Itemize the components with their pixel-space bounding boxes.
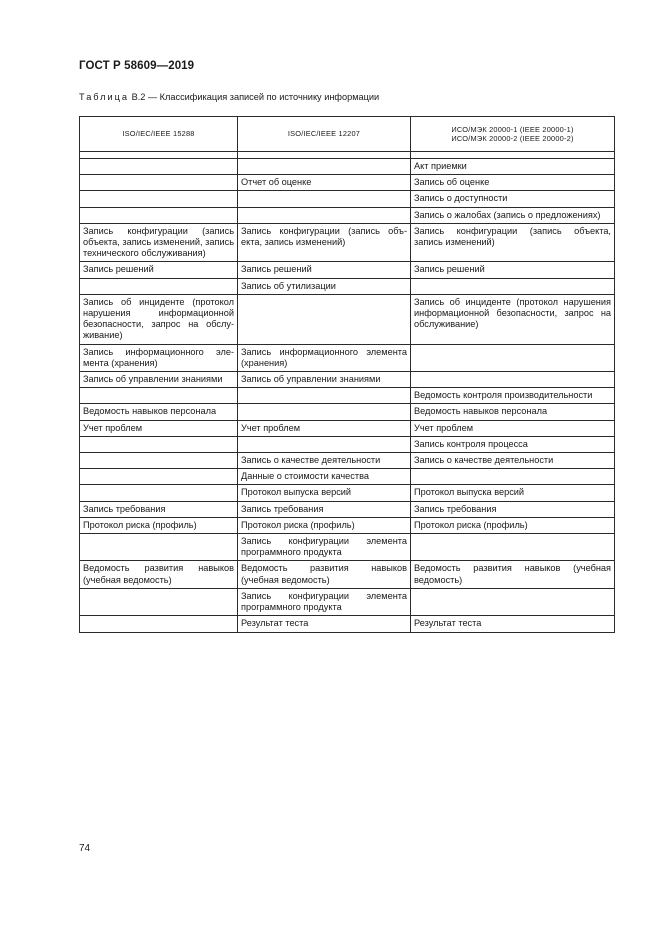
table-row bbox=[80, 404, 615, 420]
table-cell bbox=[80, 191, 238, 207]
table-cell: Протокол выпуска версий bbox=[238, 485, 411, 501]
table-cell: Ведомость развития навыков (учебная ведомость) bbox=[411, 561, 615, 588]
table-row bbox=[80, 152, 615, 159]
table-cell bbox=[80, 278, 238, 294]
table-cell: Запись конфигурации (запись объекта, запись изменений) bbox=[411, 223, 615, 262]
table-cell: Запись об утилизации bbox=[238, 278, 411, 294]
table-cell: Протокол риска (профиль) bbox=[411, 517, 615, 533]
table-cell: Протокол выпуска версий bbox=[411, 485, 615, 501]
table-cell: Результат теста bbox=[238, 616, 411, 632]
table-cell: Запись о жалобах (запись о предложениях) bbox=[411, 207, 615, 223]
table-row bbox=[80, 501, 615, 517]
table-row bbox=[80, 207, 615, 223]
table-cell: Запись конфигурации элемента программного продукта bbox=[238, 534, 411, 561]
table-cell: Запись об управлении знаниями bbox=[80, 372, 238, 388]
table-cell bbox=[80, 436, 238, 452]
table-cell bbox=[238, 436, 411, 452]
table-cell bbox=[80, 469, 238, 485]
table-cell bbox=[80, 616, 238, 632]
table-cell bbox=[238, 159, 411, 175]
table-cell: Учет проблем bbox=[238, 420, 411, 436]
table-row bbox=[80, 616, 615, 632]
records-classification-table bbox=[79, 116, 615, 633]
table-cell bbox=[411, 372, 615, 388]
document-header: ГОСТ Р 58609—2019 bbox=[79, 60, 195, 72]
table-cell bbox=[411, 152, 615, 159]
table-row bbox=[80, 159, 615, 175]
table-row bbox=[80, 175, 615, 191]
table-row bbox=[80, 223, 615, 262]
table-cell bbox=[80, 152, 238, 159]
table-caption bbox=[79, 92, 379, 102]
table-cell: Запись об оценке bbox=[411, 175, 615, 191]
table-cell bbox=[411, 344, 615, 371]
table-cell bbox=[80, 175, 238, 191]
table-cell: Запись о качестве деятельности bbox=[411, 453, 615, 469]
table-cell: Запись об инциденте (протокол нарушения информационной безопасности, запрос на обслуживание) bbox=[80, 294, 238, 344]
table-cell bbox=[80, 207, 238, 223]
table-cell: Запись решений bbox=[80, 262, 238, 278]
table-cell: Ведомость развития навыков (учебная ведомость) bbox=[80, 561, 238, 588]
table-cell bbox=[238, 404, 411, 420]
table-row bbox=[80, 534, 615, 561]
table-cell bbox=[238, 191, 411, 207]
table-cell bbox=[411, 469, 615, 485]
table-row bbox=[80, 278, 615, 294]
table-cell: Запись информационного элемента (хранения) bbox=[238, 344, 411, 371]
table-cell: Запись информационного элемента (хранения) bbox=[80, 344, 238, 371]
table-cell: Учет проблем bbox=[411, 420, 615, 436]
table-cell bbox=[238, 388, 411, 404]
table-cell bbox=[80, 534, 238, 561]
page-number: 74 bbox=[79, 843, 91, 854]
table-cell: Запись решений bbox=[411, 262, 615, 278]
table-cell: Ведомость контроля производительности bbox=[411, 388, 615, 404]
table-row bbox=[80, 485, 615, 501]
table-cell: Запись конфигурации (запись объекта, запись изменений) bbox=[238, 223, 411, 262]
table-cell: Запись требования bbox=[80, 501, 238, 517]
table-cell: Ведомость развития навыков (учебная ведомость) bbox=[238, 561, 411, 588]
table-cell: Протокол риска (профиль) bbox=[80, 517, 238, 533]
table-cell: Запись требования bbox=[238, 501, 411, 517]
table-cell: Запись контроля процесса bbox=[411, 436, 615, 452]
table-cell bbox=[411, 278, 615, 294]
column-header-20000-text: ИСО/МЭК 20000-1 (IEEE 20000-1) ИСО/МЭК 20000-2 (IEEE 20000-2) bbox=[451, 124, 574, 143]
table-cell: Запись об управлении знаниями bbox=[238, 372, 411, 388]
table-cell: Запись о качестве деятельности bbox=[238, 453, 411, 469]
table-row bbox=[80, 561, 615, 588]
table-cell: Запись о доступности bbox=[411, 191, 615, 207]
table-row bbox=[80, 436, 615, 452]
table-cell: Акт приемки bbox=[411, 159, 615, 175]
table-cell: Запись решений bbox=[238, 262, 411, 278]
table-cell bbox=[80, 159, 238, 175]
table-cell bbox=[238, 207, 411, 223]
table-cell bbox=[80, 388, 238, 404]
table-row bbox=[80, 344, 615, 371]
table-cell bbox=[411, 588, 615, 615]
table-cell: Результат теста bbox=[411, 616, 615, 632]
table-row bbox=[80, 588, 615, 615]
table-cell: Запись об инциденте (протокол нарушения информационной безопасности, запрос на обслуживание) bbox=[411, 294, 615, 344]
table-row bbox=[80, 191, 615, 207]
table-row bbox=[80, 420, 615, 436]
column-header-12207: ISO/IEC/IEEE 12207 bbox=[238, 117, 411, 152]
table-row bbox=[80, 469, 615, 485]
table-cell bbox=[80, 485, 238, 501]
table-cell: Запись конфигурации (запись объекта, запись изменений, запись технического обслуживания) bbox=[80, 223, 238, 262]
table-row bbox=[80, 453, 615, 469]
table-cell bbox=[80, 453, 238, 469]
table-cell bbox=[238, 152, 411, 159]
table-row bbox=[80, 372, 615, 388]
table-row bbox=[80, 517, 615, 533]
table-cell: Данные о стоимости качества bbox=[238, 469, 411, 485]
table-cell bbox=[80, 588, 238, 615]
table-cell: Запись конфигурации элемента программного продукта bbox=[238, 588, 411, 615]
table-cell: Ведомость навыков персонала bbox=[411, 404, 615, 420]
column-header-20000 bbox=[411, 117, 615, 152]
table-cell: Отчет об оценке bbox=[238, 175, 411, 191]
table-cell bbox=[411, 534, 615, 561]
table-row bbox=[80, 388, 615, 404]
table-cell bbox=[238, 294, 411, 344]
table-body bbox=[80, 152, 615, 633]
table-cell: Протокол риска (профиль) bbox=[238, 517, 411, 533]
table-cell: Запись требования bbox=[411, 501, 615, 517]
table-row bbox=[80, 294, 615, 344]
table-caption-text: В.2 — Классификация записей по источнику информации bbox=[129, 92, 380, 102]
table-cell: Ведомость навыков персонала bbox=[80, 404, 238, 420]
table-cell: Учет проблем bbox=[80, 420, 238, 436]
table-header-row bbox=[80, 117, 615, 152]
column-header-15288: ISO/IEC/IEEE 15288 bbox=[80, 117, 238, 152]
table-caption-prefix: Таблица bbox=[79, 92, 130, 102]
table-row bbox=[80, 262, 615, 278]
